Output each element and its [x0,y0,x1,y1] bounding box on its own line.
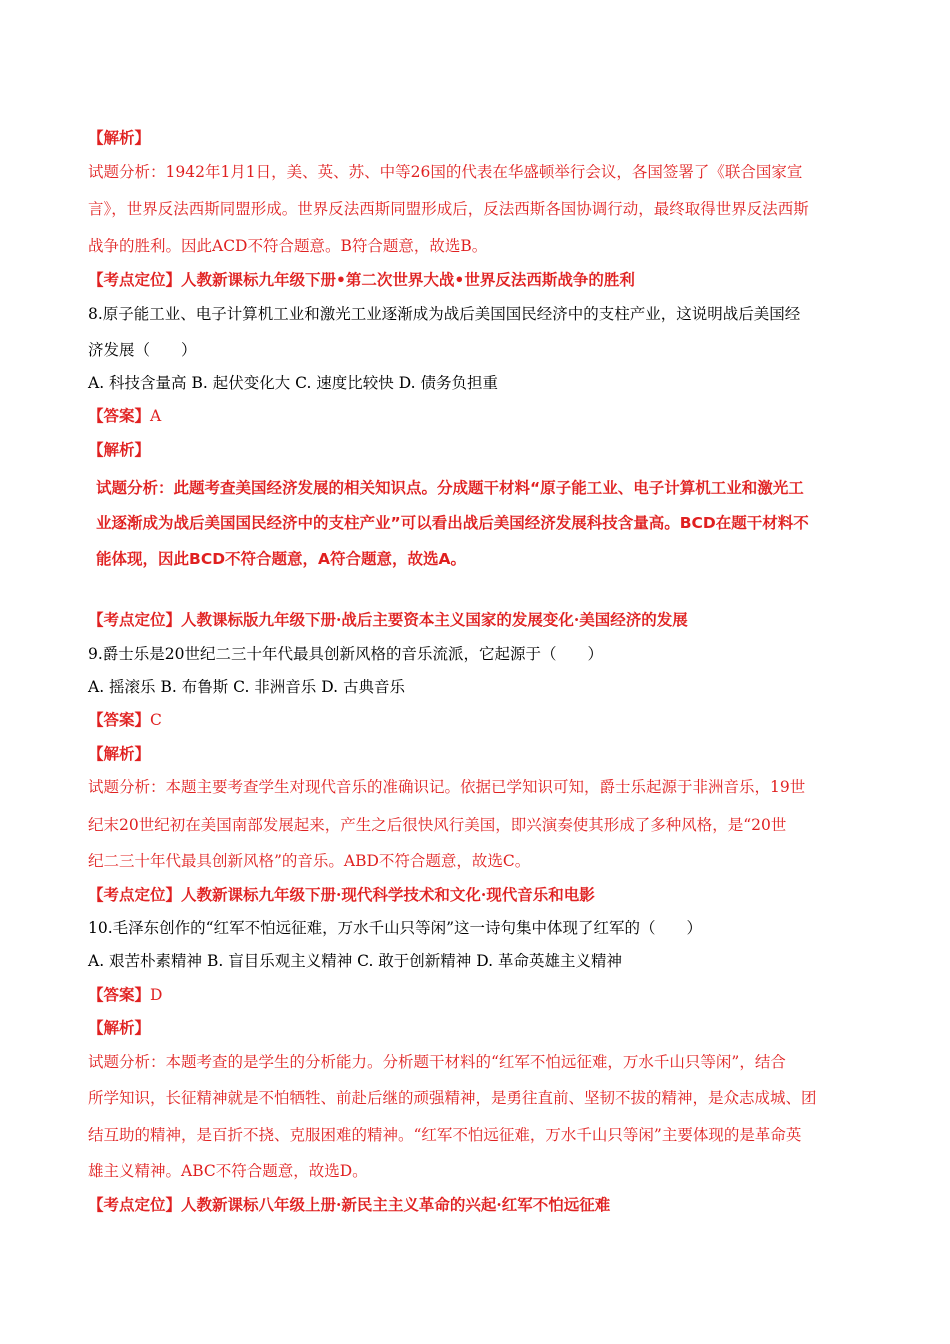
q7-analysis-line-3: 战争的胜利。因此ACD不符合题意。B符合题意，故选B。 [88,237,488,255]
q8-options: A. 科技含量高 B. 起伏变化大 C. 速度比较快 D. 债务负担重 [88,374,498,392]
q10-analysis-line-4: 雄主义精神。ABC不符合题意，故选D。 [88,1162,368,1180]
q10-options: A. 艰苦朴素精神 B. 盲目乐观主义精神 C. 敢于创新精神 D. 革命英雄主义精神 [88,952,622,970]
q10-analysis-label: 【解析】 [88,1018,151,1037]
q9-kaodian-label: 【考点定位】 [88,885,182,904]
q8-question-line-2: 济发展（ ） [88,341,197,359]
q8-analysis-label: 【解析】 [88,440,151,459]
q7-analysis-line-2: 言》，世界反法西斯同盟形成。世界反法西斯同盟形成后，反法西斯各国协调行动，最终取得世界反法西斯 [88,200,809,218]
q10-question: 10.毛泽东创作的“红军不怕远征难，万水千山只等闲”这一诗句集中体现了红军的（ ） [88,919,703,937]
q8-question-line-1: 8.原子能工业、电子计算机工业和激光工业逐渐成为战后美国国民经济中的支柱产业，这说明战后美国经 [88,305,801,323]
q7-kaodian [88,270,635,290]
q7-kaodian-label: 【考点定位】 [88,270,182,289]
q8-kaodian-text: 人教课标版九年级下册·战后主要资本主义国家的发展变化·美国经济的发展 [181,610,688,629]
q7-kaodian-text: 人教新课标九年级下册•第二次世界大战•世界反法西斯战争的胜利 [181,270,635,289]
q9-answer-label: 【答案】 [88,710,151,729]
q9-answer-value: C [150,711,162,729]
q9-answer [88,710,162,730]
q10-answer-label: 【答案】 [88,985,151,1004]
q9-kaodian-text: 人教新课标九年级下册·现代科学技术和文化·现代音乐和电影 [181,885,595,904]
q10-analysis-line-1: 试题分析：本题考查的是学生的分析能力。分析题干材料的“红军不怕远征难，万水千山只等闲”，结合 [88,1053,786,1071]
q7-analysis-label: 【解析】 [88,128,151,147]
q8-analysis-line-3: 能体现，因此BCD不符合题意，A符合题意，故选A。 [96,550,467,568]
q8-analysis-line-2: 业逐渐成为战后美国国民经济中的支柱产业”可以看出战后美国经济发展科技含量高。BCD在题干材料不 [96,514,809,532]
q9-analysis-line-2: 纪末20世纪初在美国南部发展起来，产生之后很快风行美国，即兴演奏使其形成了多种风格，是“20世 [88,816,787,834]
q10-answer [88,985,162,1005]
q9-analysis-line-1: 试题分析：本题主要考查学生对现代音乐的准确识记。依据已学知识可知，爵士乐起源于非洲音乐，19世 [88,778,806,796]
q9-options: A. 摇滚乐 B. 布鲁斯 C. 非洲音乐 D. 古典音乐 [88,678,405,696]
q10-kaodian-label: 【考点定位】 [88,1195,182,1214]
q10-analysis-line-3: 结互助的精神，是百折不挠、克服困难的精神。“红军不怕远征难，万水千山只等闲”主要体现的是革命英 [88,1126,802,1144]
q8-kaodian-label: 【考点定位】 [88,610,182,629]
q10-kaodian-text: 人教新课标八年级上册·新民主主义革命的兴起·红军不怕远征难 [181,1195,611,1214]
q9-analysis-line-3: 纪二三十年代最具创新风格”的音乐。ABD不符合题意，故选C。 [88,852,531,870]
q8-answer-value: A [150,407,162,425]
q9-kaodian [88,885,595,905]
q8-analysis-line-1: 试题分析：此题考查美国经济发展的相关知识点。分成题干材料“原子能工业、电子计算机工业和激光工 [96,479,804,497]
q10-analysis-line-2: 所学知识，长征精神就是不怕牺牲、前赴后继的顽强精神，是勇往直前、坚韧不拔的精神，是众志成城、团 [88,1089,817,1107]
q9-question: 9.爵士乐是20世纪二三十年代最具创新风格的音乐流派，它起源于（ ） [88,645,604,663]
q8-kaodian [88,610,688,630]
q9-analysis-label: 【解析】 [88,744,151,763]
q7-analysis-line-1: 试题分析：1942年1月1日，美、英、苏、中等26国的代表在华盛顿举行会议，各国签署了《联合国家宣 [88,163,803,181]
q10-answer-value: D [150,986,163,1004]
q10-kaodian [88,1195,610,1215]
q8-answer-label: 【答案】 [88,406,151,425]
q8-answer [88,406,161,426]
